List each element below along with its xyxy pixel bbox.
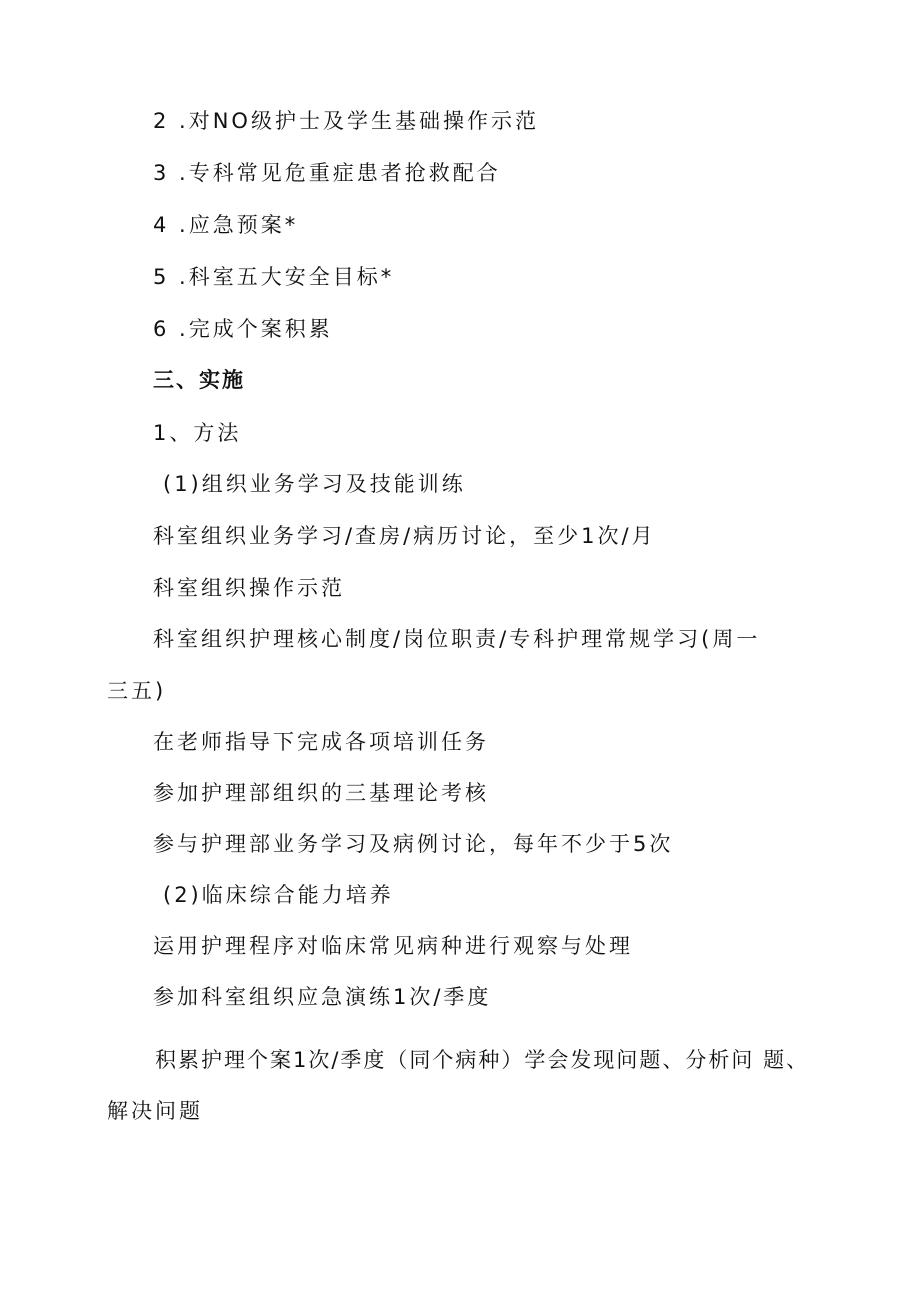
paragraph-line-continued: 三五) <box>107 679 167 703</box>
paragraph-line: 科室组织操作示范 <box>153 576 345 600</box>
subsection-heading: 1、方法 <box>153 421 242 445</box>
list-item-4: 4 .应急预案* <box>153 213 299 237</box>
section-heading: 三、实施 <box>153 368 245 392</box>
list-item-2: 2 .对NO级护士及学生基础操作示范 <box>153 109 539 133</box>
method-heading-1: (1)组织业务学习及技能训练 <box>163 472 466 496</box>
paragraph-line: 参与护理部业务学习及病例讨论，每年不少于5次 <box>153 832 674 856</box>
list-item-5: 5 .科室五大安全目标* <box>153 265 395 289</box>
paragraph-line: 运用护理程序对临床常见病种进行观察与处理 <box>153 934 633 958</box>
list-item-3: 3 .专科常见危重症患者抢救配合 <box>153 161 501 185</box>
paragraph-line: 参加护理部组织的三基理论考核 <box>153 781 489 805</box>
paragraph-line: 科室组织护理核心制度/岗位职责/专科护理常规学习(周一 <box>153 627 761 651</box>
paragraph-line: 科室组织业务学习/查房/病历讨论，至少1次/月 <box>153 524 656 548</box>
method-heading-2: (2)临床综合能力培养 <box>163 883 394 907</box>
paragraph-line: 积累护理个案1次/季度（同个病种）学会发现问题、分析问 题、 <box>155 1048 810 1072</box>
list-item-6: 6 .完成个案积累 <box>153 317 333 341</box>
paragraph-line: 参加科室组织应急演练1次/季度 <box>153 985 492 1009</box>
paragraph-line-continued: 解决问题 <box>107 1099 203 1123</box>
paragraph-line: 在老师指导下完成各项培训任务 <box>153 730 489 754</box>
